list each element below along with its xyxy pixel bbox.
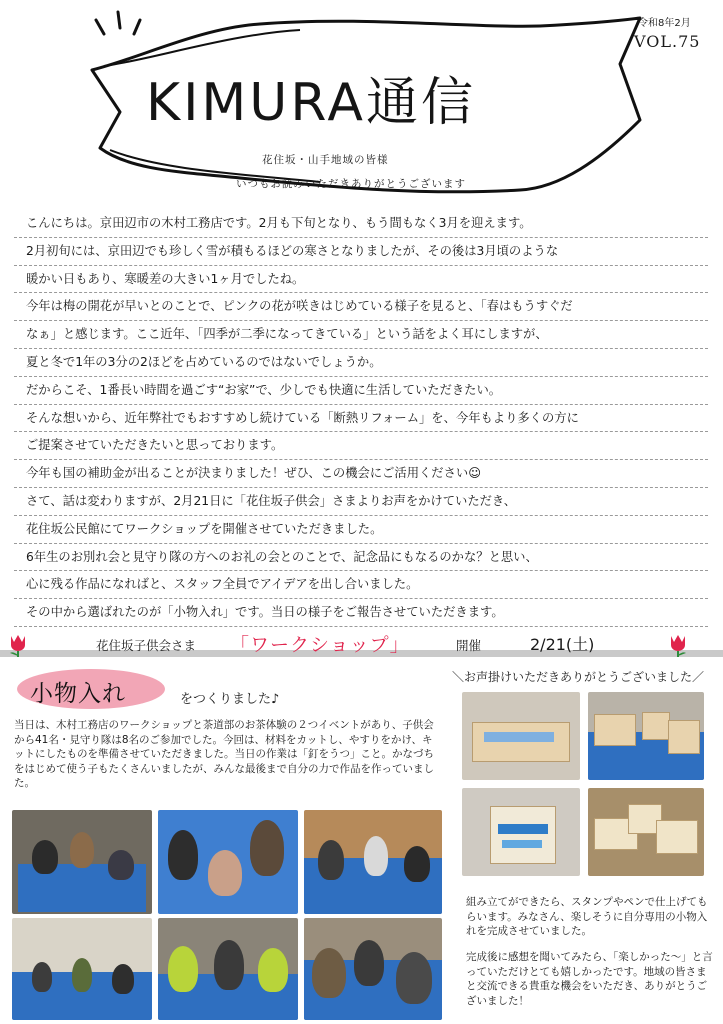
tulip-icon (664, 630, 692, 658)
right-paragraph-1: 組み立てができたら、スタンプやペンで仕上げてもらいます。みなさん、楽しそうに自分専用の小物入れを完成させていました。 (466, 896, 708, 938)
workshop-photo (12, 918, 152, 1020)
thanks-heading: ＼お声掛けいただきありがとうございました／ (452, 670, 705, 684)
letter-line: 2月初旬には、京田辺でも珍しく雪が積もるほどの寒さとなりましたが、その後は3月頃のような (14, 238, 708, 266)
right-paragraph-2: 完成後に感想を聞いてみたら、「楽しかった～」と言っていただけとても嬉しかったです。地域の皆さまと交流できる貴重な機会をいただき、ありがとうございました！ (466, 951, 713, 1007)
event-title: 「ワークショップ」 (230, 634, 410, 656)
craft-photo (462, 692, 580, 780)
issue-date: 令和8年2月 (638, 18, 691, 29)
workshop-photo (158, 810, 298, 914)
workshop-heading-suffix: をつくりました♪ (180, 692, 280, 707)
newsletter-title: KIMURA通信 (146, 73, 476, 133)
banner-subtitle-greeting: いつもお読みいただきありがとうございます (236, 178, 466, 190)
craft-photo (588, 788, 704, 876)
workshop-paragraph: 当日は、木村工務店のワークショップと茶道部のお茶体験の２つイベントがあり、子供会から41名・見守り隊は8名のご参加でした。今回は、材料をカットし、やすりをかけ、キットにしたものを準備させていただきました。当日の作業は「釘をうつ」こと。かなづちをはじめて使う子もたくさんいましたが、みんな最後まで自分の力で作品を作っていました。 (14, 719, 434, 790)
letter-body (14, 210, 708, 627)
letter-line: そんな想いから、近年弊社でもおすすめし続けている「断熱リフォーム」を、今年もより多くの方に (14, 405, 708, 433)
letter-line: 夏と冬で1年の3分の2ほどを占めているのではないでしょうか。 (14, 349, 708, 377)
event-host: 花住坂子供会さま (96, 638, 197, 653)
craft-photo (462, 788, 580, 876)
letter-line: 6年生のお別れ会と見守り隊の方へのお礼の会とのことで、記念品にもなるのかな？と思い、 (14, 544, 708, 572)
workshop-photo (304, 918, 442, 1020)
letter-line: なぁ」と感じます。ここ近年、「四季が二季になってきている」という話をよく耳にしますが、 (14, 321, 708, 349)
letter-line: こんにちは。京田辺市の木村工務店です。2月も下旬となり、もう間もなく3月を迎えます。 (14, 210, 708, 238)
tulip-icon (4, 630, 32, 658)
letter-line: 今年は梅の開花が早いとのことで、ピンクの花が咲きはじめている様子を見ると、「春はもうすぐだ (14, 293, 708, 321)
event-banner (0, 630, 723, 660)
event-kaisai: 開催 (456, 638, 482, 653)
letter-line: ご提案させていただきたいと思っております。 (14, 432, 708, 460)
letter-line: だからこそ、1番長い時間を過ごす“お家”で、少しでも快適に生活していただきたい。 (14, 377, 708, 405)
craft-photo (588, 692, 704, 780)
letter-line: 暖かい日もあり、寒暖差の大きい1ヶ月でしたね。 (14, 266, 708, 294)
workshop-photo (158, 918, 298, 1020)
workshop-photo (12, 810, 152, 914)
letter-line: さて、話は変わりますが、2月21日に「花住坂子供会」さまよりお声をかけていただき、 (14, 488, 708, 516)
letter-line: その中から選ばれたのが「小物入れ」です。当日の様子をご報告させていただきます。 (14, 599, 708, 627)
workshop-heading: 小物入れ (30, 681, 126, 707)
workshop-photo (304, 810, 442, 914)
letter-line: 花住坂公民館にてワークショップを開催させていただきました。 (14, 516, 708, 544)
event-date: 2/21(土) (530, 635, 595, 654)
banner-subtitle-area: 花住坂・山手地域の皆様 (262, 154, 389, 166)
letter-line: 心に残る作品になればと、スタッフ全員でアイデアを出し合いました。 (14, 571, 708, 599)
letter-line: 今年も国の補助金が出ることが決まりました！ぜひ、この機会にご活用ください☺ (14, 460, 708, 488)
issue-volume: VOL.75 (634, 32, 701, 51)
